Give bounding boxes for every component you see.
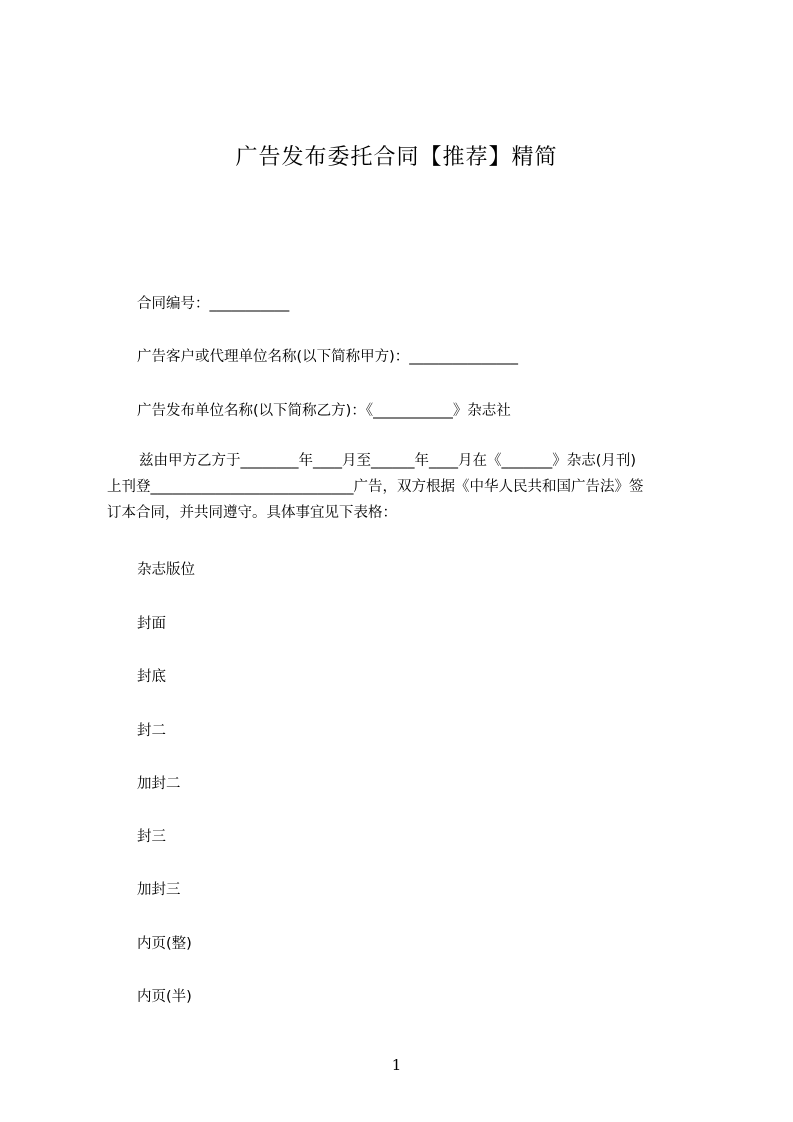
position-item: 内页(整)	[137, 936, 192, 952]
position-item: 加封二	[137, 776, 181, 792]
position-item: 封面	[137, 616, 166, 632]
document-title: 广告发布委托合同【推荐】精简	[235, 145, 558, 170]
page-number: 1	[391, 1056, 402, 1074]
paragraph-line-3: 订本合同，并共同遵守。具体事宜见下表格：	[107, 505, 397, 521]
position-item: 封三	[137, 829, 166, 845]
party-b-line: 广告发布单位名称(以下简称乙方)：《___________》杂志社	[137, 403, 511, 419]
position-item: 杂志版位	[137, 562, 195, 578]
position-item: 封二	[137, 723, 166, 739]
agreement-paragraph	[107, 448, 697, 526]
position-item: 加封三	[137, 882, 181, 898]
party-a-line: 广告客户或代理单位名称(以下简称甲方)：_______________	[137, 349, 519, 365]
position-item: 内页(半)	[137, 989, 192, 1005]
paragraph-line-1: 兹由甲方乙方于________年____月至______年____月在《_______》杂志(月刊)	[139, 453, 637, 469]
position-item: 封底	[137, 669, 166, 685]
contract-number-line: 合同编号：___________	[137, 296, 290, 312]
paragraph-line-2: 上刊登____________________________广告，双方根据《中华人民共和国广告法》签	[107, 479, 644, 495]
